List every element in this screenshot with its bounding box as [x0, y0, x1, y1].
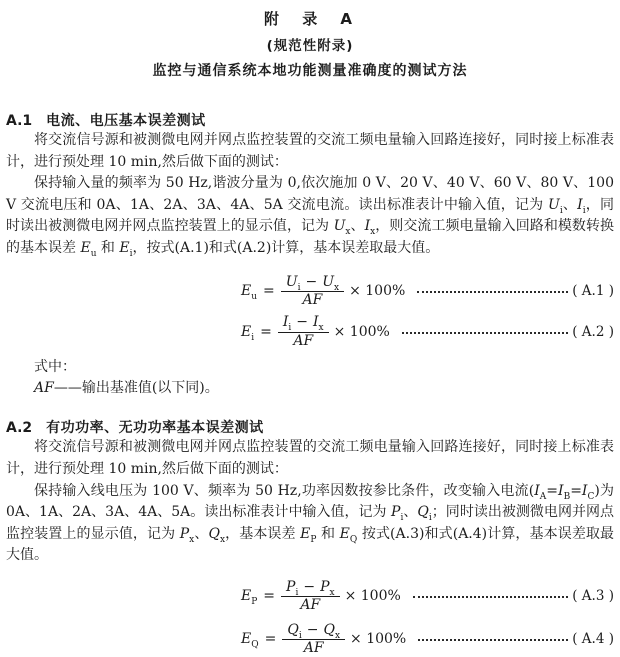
minus-sign: − [306, 621, 319, 638]
multiplier: × 100% [344, 588, 401, 605]
paragraph: 将交流信号源和被测微电网并网点监控装置的交流工频电量输入回路连接好，同时接上标准表计，进行预处理 10 min,然后做下面的测试： [6, 439, 614, 477]
dotted-leader [417, 291, 568, 293]
where-label: 式中： [34, 359, 76, 376]
fraction [281, 579, 340, 614]
fraction-denominator: AF [281, 596, 340, 614]
minus-sign: − [305, 273, 318, 290]
formula-lhs: $E_P$ [241, 588, 258, 608]
fraction-numerator: $U_i - U_x$ [285, 273, 340, 293]
formula-a3 [6, 579, 614, 614]
dotted-leader [402, 332, 568, 334]
multiplier: × 100% [349, 283, 406, 299]
fraction-numerator: $I_i - I_x$ [282, 314, 324, 334]
formula-lhs: $E_Q$ [241, 631, 259, 651]
formula-tag: ( A.1 ) [572, 283, 614, 299]
section-heading-a1 [6, 110, 614, 130]
formula-tag: ( A.4 ) [572, 631, 614, 648]
fraction [282, 622, 345, 657]
fraction-numerator: $P_i - P_x$ [286, 578, 335, 598]
title-block [6, 8, 614, 80]
equals-sign: = [264, 631, 277, 648]
formula-tag: ( A.2 ) [572, 323, 614, 340]
section-heading-a2 [6, 417, 614, 437]
dotted-leader [413, 596, 568, 598]
appendix-title: 附 录 A [263, 10, 357, 28]
section-title: 电流、电压基本误差测试 [46, 113, 206, 129]
formula-lhs: $E_u$ [241, 283, 258, 302]
fraction-denominator: AF [281, 291, 344, 309]
multiplier: × 100% [333, 323, 390, 340]
equals-sign: = [260, 323, 272, 340]
where-item [6, 378, 614, 399]
multiplier: × 100% [350, 631, 407, 648]
formula-lhs: $E_i$ [241, 323, 255, 343]
where-block [6, 357, 614, 399]
section-title: 有功功率、无功功率基本误差测试 [46, 420, 264, 437]
paragraph: 保持输入量的频率为 50 Hz,谐波分量为 0,依次施加 0 V、20 V、40 V、60 V、80 V、100 V 交流电压和 0A、1A、2A、3A、4A、5A 交流电流。读出标准表计中输入值，记为 $U_i$、$I_i$，同时读出被测微电网并网点监控装置上的显示值，记为 $U_x$、$I_x$，则交流工频电量输入回路和模数转换的基本误差 $E_u$ 和 $E_i$，按式(A.1)和式(A.2)计算，基本误差取最大值。 [6, 175, 615, 259]
formula-a4 [6, 622, 614, 657]
appendix-subtitle: (规范性附录) [266, 38, 354, 54]
fraction-numerator: $Q_i - Q_x$ [287, 621, 341, 641]
formula-a2 [6, 314, 614, 349]
section-number: A.2 [6, 420, 33, 437]
fraction [278, 314, 329, 349]
where-term: AF [34, 380, 54, 397]
minus-sign: − [303, 578, 316, 595]
paragraph: 保持输入线电压为 100 V、频率为 50 Hz,功率因数按参比条件，改变输入电流$(I_A=I_B=I_C)$为 0A、1A、2A、3A、4A、5A。读出标准表计中输入值，记为 $P_i$、$Q_i$；同时读出被测微电网并网点监控装置上的显示值，记为 $P_x$、$Q_x$，基本误差 $E_P$ 和 $E_Q$ 按式(A.3)和式(A.4)计算，基本误差取最大值。 [6, 482, 615, 564]
fraction-denominator: AF [282, 639, 345, 657]
equals-sign: = [263, 588, 276, 605]
formula-a1 [6, 274, 614, 309]
where-desc: ——输出基准值(以下同)。 [53, 380, 219, 397]
fraction-denominator: AF [278, 332, 329, 350]
section-number: A.1 [6, 113, 33, 129]
equals-sign: = [263, 283, 275, 299]
fraction [281, 274, 344, 309]
paragraph: 将交流信号源和被测微电网并网点监控装置的交流工频电量输入回路连接好，同时接上标准表计，进行预处理 10 min,然后做下面的测试： [6, 132, 614, 170]
minus-sign: − [296, 314, 309, 331]
appendix-heading: 监控与通信系统本地功能测量准确度的测试方法 [152, 63, 468, 79]
formula-tag: ( A.3 ) [572, 588, 614, 605]
